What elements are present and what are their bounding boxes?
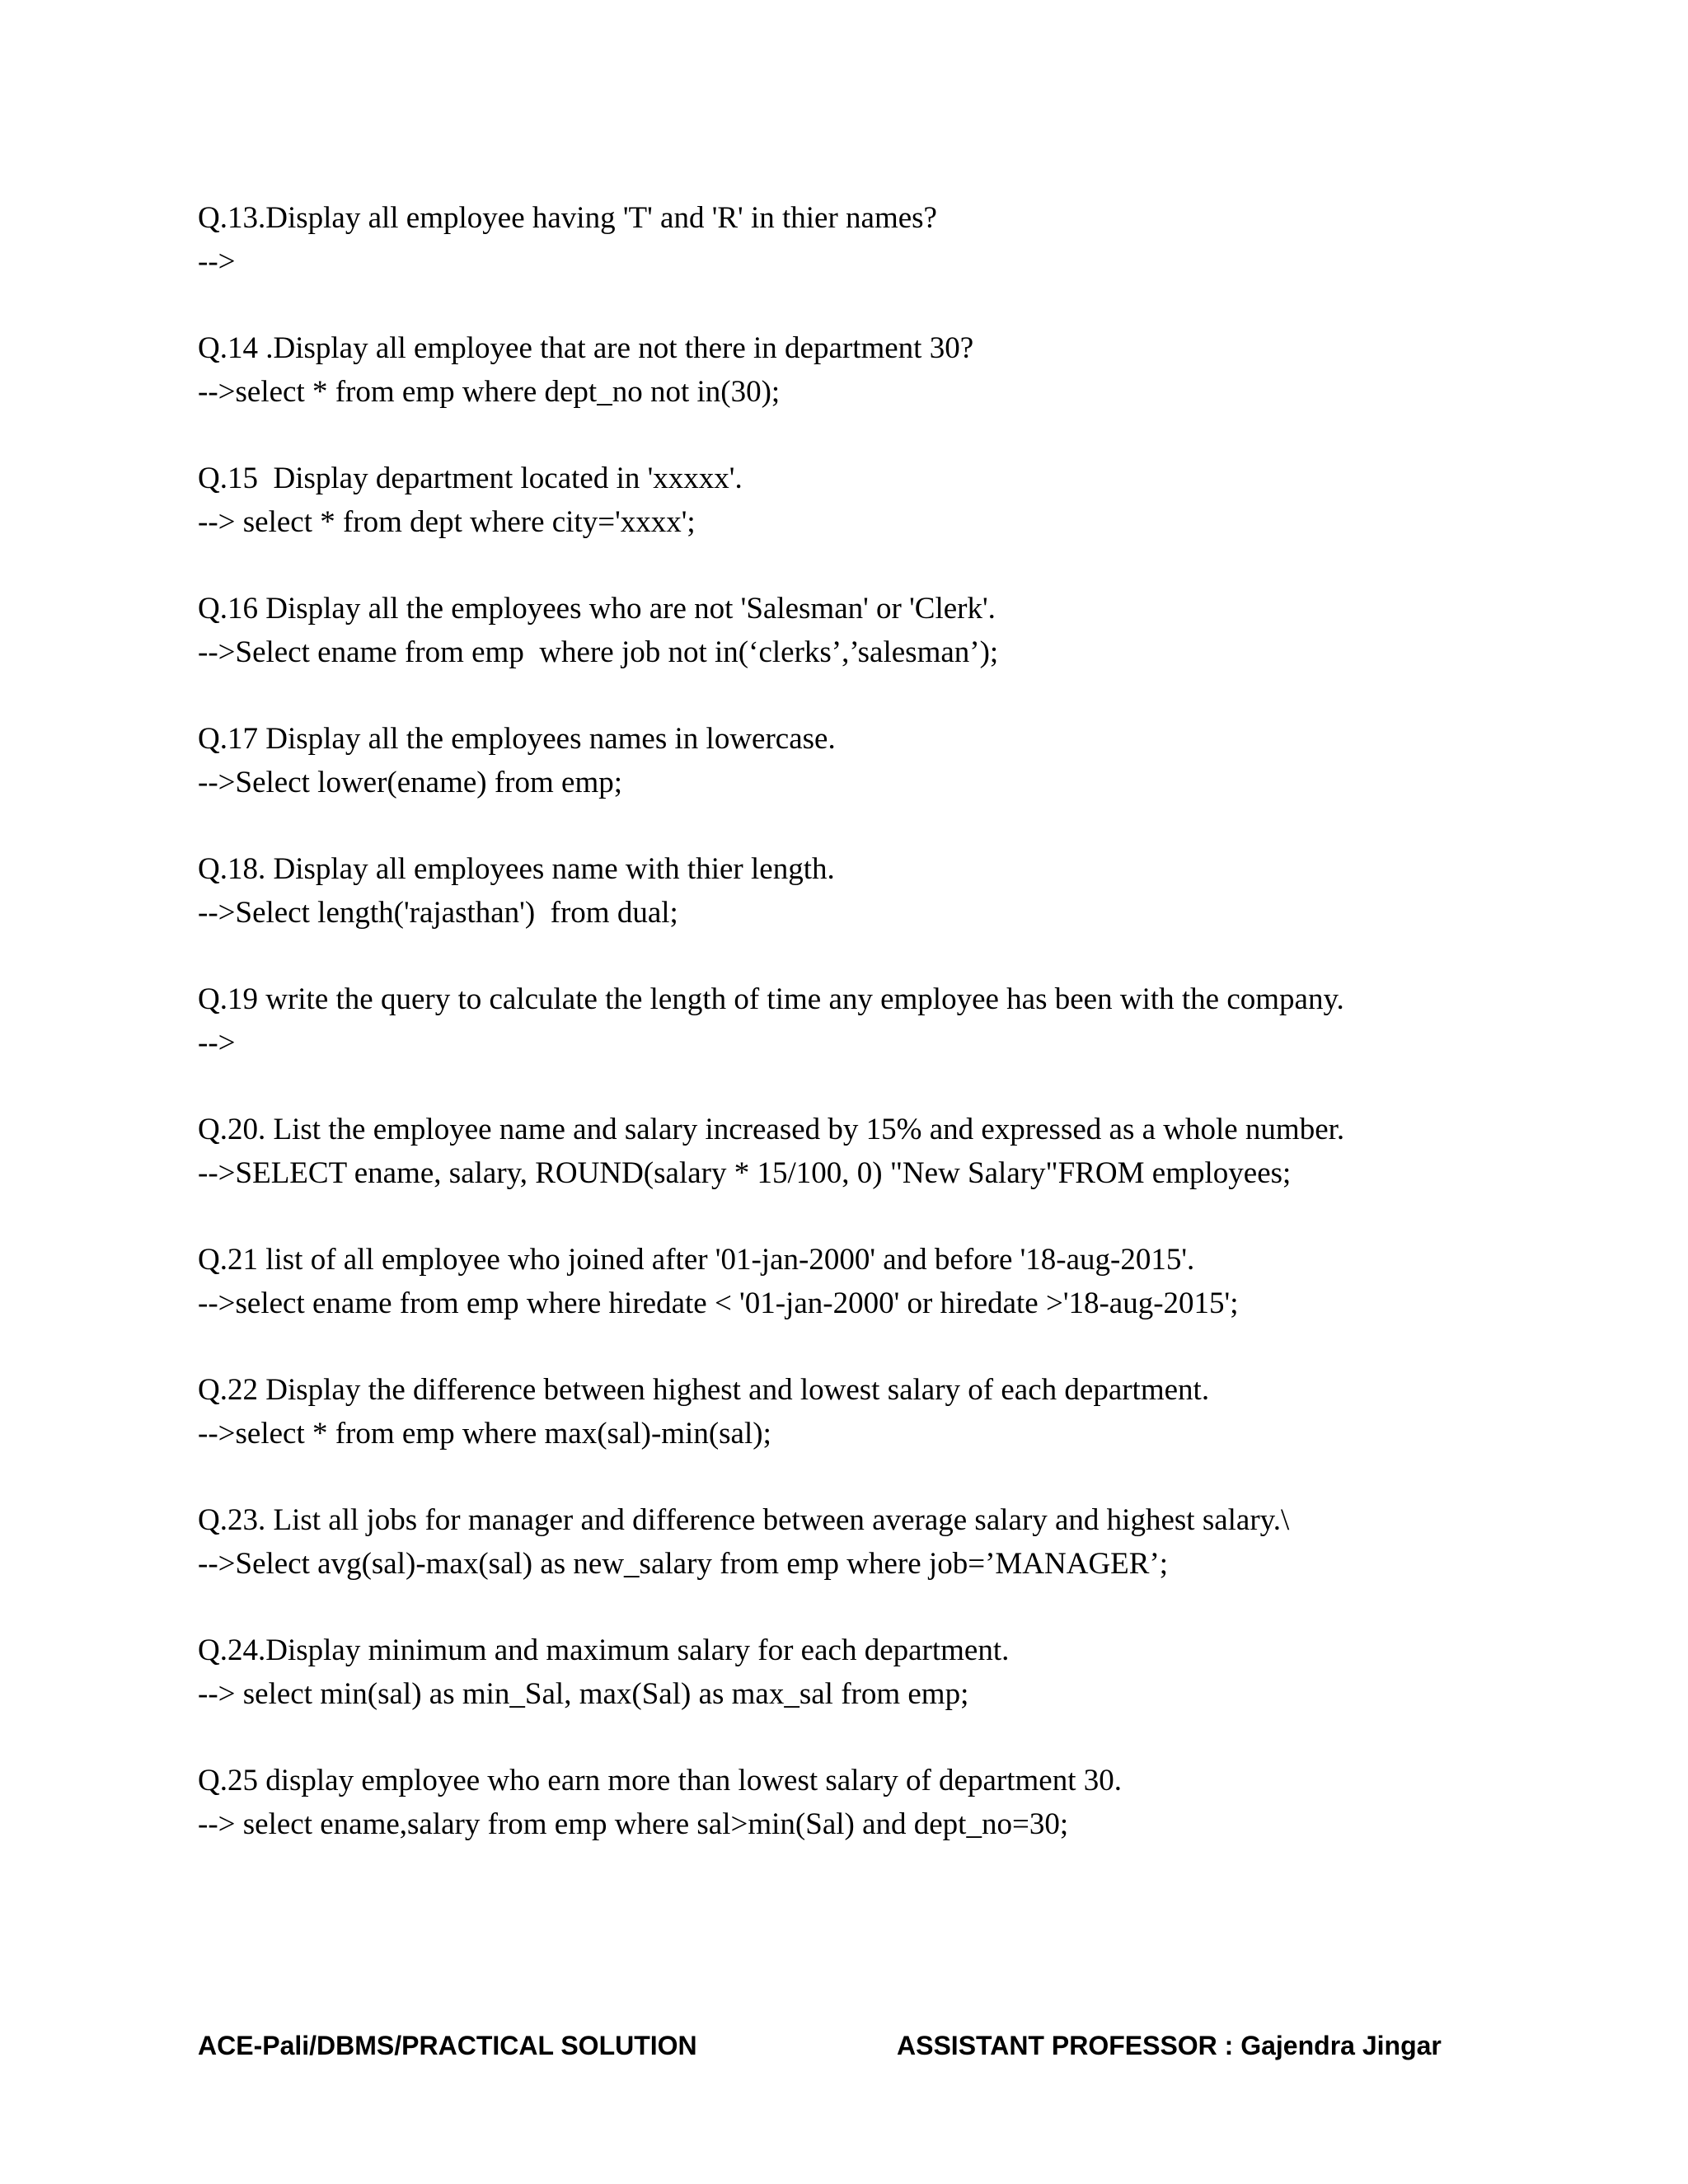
answer-text: --> select * from dept where city='xxxx'; [198, 505, 696, 539]
qa-item [198, 1368, 1533, 1455]
answer-text: --> select ename,salary from emp where sal>min(Sal) and dept_no=30; [198, 1807, 1069, 1841]
answer-text: -->Select lower(ename) from emp; [198, 766, 623, 799]
answer-text: --> [198, 245, 236, 279]
question-text: Q.15 Display department located in 'xxxxx'. [198, 462, 743, 495]
question-text: Q.21 list of all employee who joined after '01-jan-2000' and before '18-aug-2015'. [198, 1243, 1195, 1277]
answer-text: -->Select avg(sal)-max(sal) as new_salary from emp where job=’MANAGER’; [198, 1547, 1169, 1581]
answer-text: --> [198, 1026, 236, 1060]
question-text: Q.13.Display all employee having 'T' and 'R' in thier names? [198, 201, 937, 235]
qa-item [198, 326, 1533, 414]
question-text: Q.14 .Display all employee that are not there in department 30? [198, 331, 974, 365]
answer-text: -->select ename from emp where hiredate < '01-jan-2000' or hiredate >'18-aug-2015'; [198, 1286, 1239, 1320]
qa-item [198, 977, 1533, 1065]
answer-text: -->select * from emp where max(sal)-min(sal); [198, 1417, 771, 1451]
qa-list [198, 196, 1533, 1889]
answer-text: --> select min(sal) as min_Sal, max(Sal) as max_sal from emp; [198, 1677, 969, 1711]
question-text: Q.25 display employee who earn more than lowest salary of department 30. [198, 1764, 1122, 1797]
answer-text: -->select * from emp where dept_no not in(30); [198, 375, 781, 409]
qa-item [198, 1759, 1533, 1846]
qa-item [198, 1498, 1533, 1586]
qa-item [198, 1629, 1533, 1716]
qa-item [198, 1108, 1533, 1195]
question-text: Q.24.Display minimum and maximum salary for each department. [198, 1633, 1010, 1667]
page-footer [198, 2031, 1533, 2072]
answer-text: -->Select length('rajasthan') from dual; [198, 896, 678, 930]
qa-item [198, 196, 1533, 284]
question-text: Q.20. List the employee name and salary increased by 15% and expressed as a whole number. [198, 1113, 1345, 1146]
question-text: Q.19 write the query to calculate the length of time any employee has been with the company. [198, 982, 1344, 1016]
answer-text: -->Select ename from emp where job not in(‘clerks’,’salesman’); [198, 635, 999, 669]
qa-item [198, 587, 1533, 674]
footer-author-label: ASSISTANT PROFESSOR : Gajendra Jingar [897, 2031, 1442, 2060]
question-text: Q.17 Display all the employees names in lowercase. [198, 722, 836, 756]
question-text: Q.18. Display all employees name with thier length. [198, 852, 835, 886]
question-text: Q.23. List all jobs for manager and difference between average salary and highest salary.\ [198, 1503, 1290, 1537]
qa-item [198, 1238, 1533, 1325]
question-text: Q.16 Display all the employees who are not 'Salesman' or 'Clerk'. [198, 592, 996, 626]
footer-course-label: ACE-Pali/DBMS/PRACTICAL SOLUTION [198, 2031, 697, 2060]
qa-item [198, 717, 1533, 804]
question-text: Q.22 Display the difference between highest and lowest salary of each department. [198, 1373, 1210, 1407]
qa-item [198, 847, 1533, 935]
qa-item [198, 457, 1533, 544]
answer-text: -->SELECT ename, salary, ROUND(salary * 15/100, 0) "New Salary"FROM employees; [198, 1156, 1292, 1190]
